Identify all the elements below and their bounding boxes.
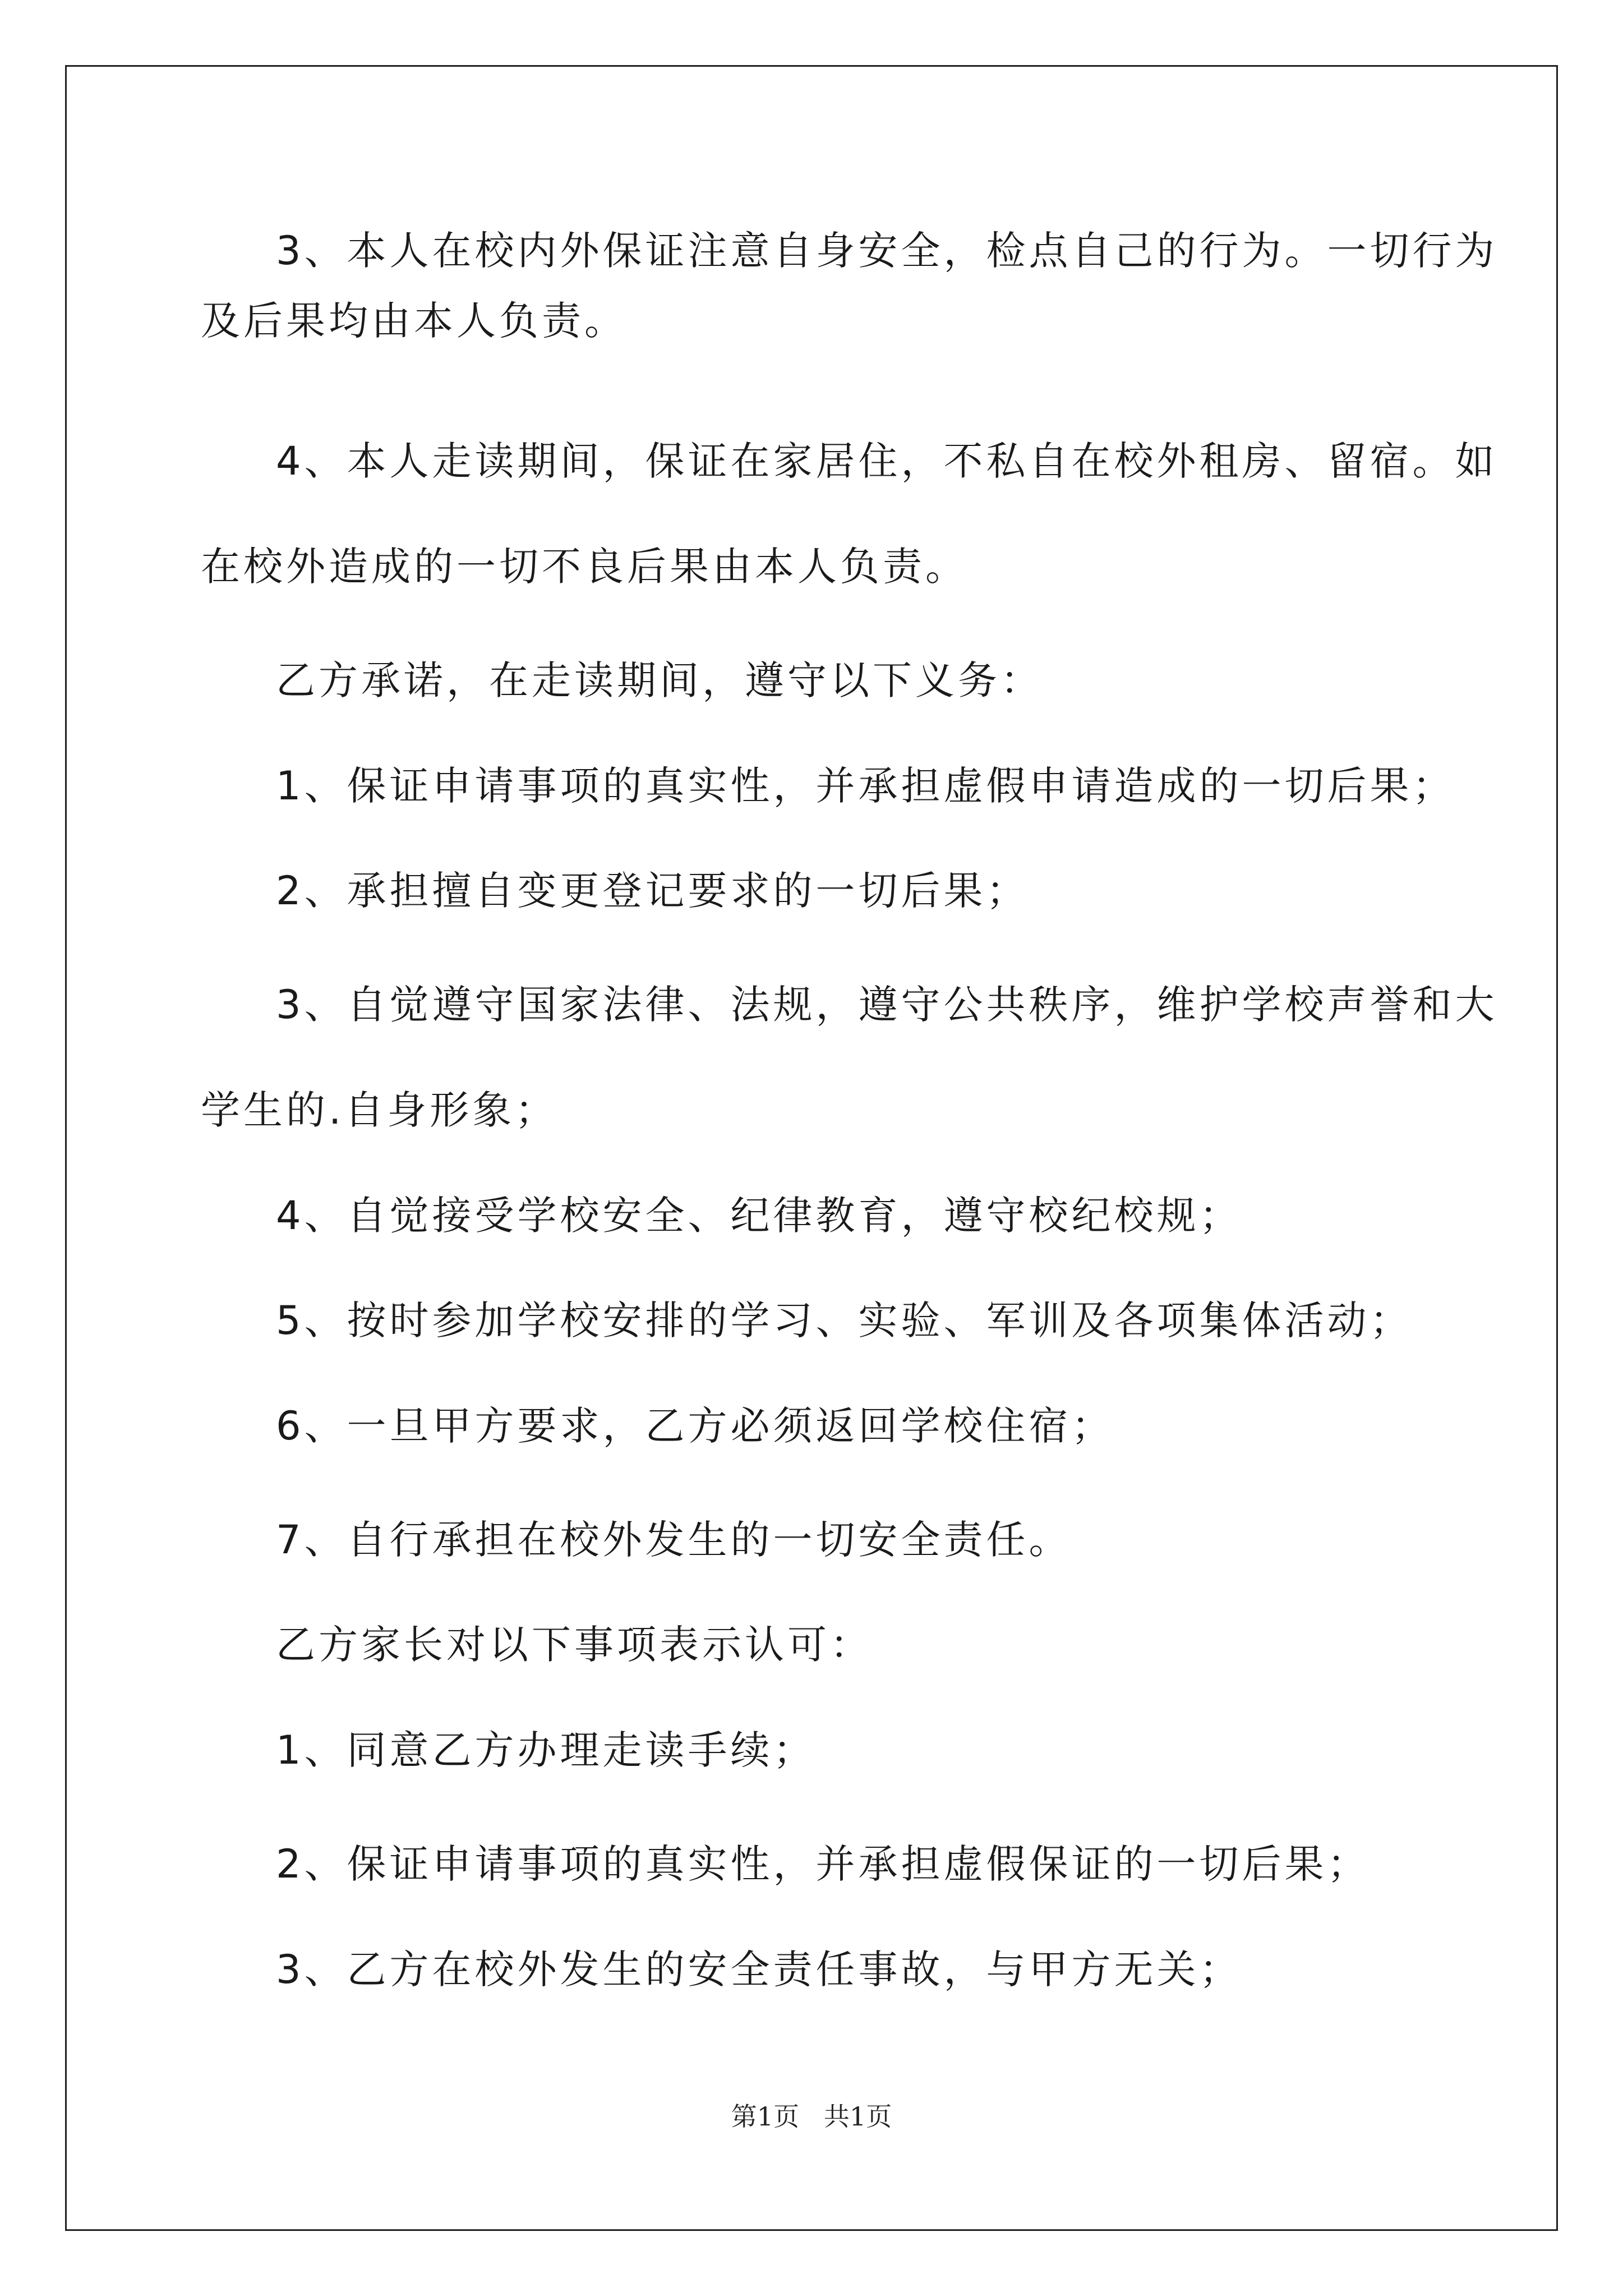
paragraph-line: 5、按时参加学校安排的学习、实验、军训及各项集体活动； <box>276 1297 1413 1343</box>
page-border <box>65 65 1558 2231</box>
paragraph-line: 4、自觉接受学校安全、纪律教育，遵守校纪校规； <box>276 1193 1242 1239</box>
paragraph-line: 及后果均由本人负责。 <box>201 298 627 344</box>
paragraph-line: 3、本人在校内外保证注意自身安全，检点自己的行为。一切行为 <box>276 228 1498 274</box>
page-footer: 第1页 共1页 <box>731 2101 892 2132</box>
paragraph-line: 学生的.自身形象； <box>201 1087 558 1133</box>
paragraph-line: 3、自觉遵守国家法律、法规，遵守公共秩序，维护学校声誉和大 <box>276 982 1498 1028</box>
paragraph-line: 2、承担擅自变更登记要求的一切后果； <box>276 868 1029 914</box>
paragraph-line: 6、一旦甲方要求，乙方必须返回学校住宿； <box>276 1403 1114 1449</box>
paragraph-line: 1、保证申请事项的真实性，并承担虚假申请造成的一切后果； <box>276 763 1455 809</box>
paragraph-line: 在校外造成的一切不良后果由本人负责。 <box>201 544 968 590</box>
paragraph-line: 7、自行承担在校外发生的一切安全责任。 <box>276 1517 1072 1563</box>
paragraph-line: 1、同意乙方办理走读手续； <box>276 1727 816 1773</box>
paragraph-line: 乙方家长对以下事项表示认可： <box>276 1622 873 1668</box>
paragraph-line: 2、保证申请事项的真实性，并承担虚假保证的一切后果； <box>276 1841 1370 1887</box>
paragraph-line: 3、乙方在校外发生的安全责任事故，与甲方无关； <box>276 1947 1242 1993</box>
paragraph-line: 4、本人走读期间，保证在家居住，不私自在校外租房、留宿。如 <box>276 438 1498 484</box>
paragraph-line: 乙方承诺，在走读期间，遵守以下义务： <box>276 657 1043 703</box>
